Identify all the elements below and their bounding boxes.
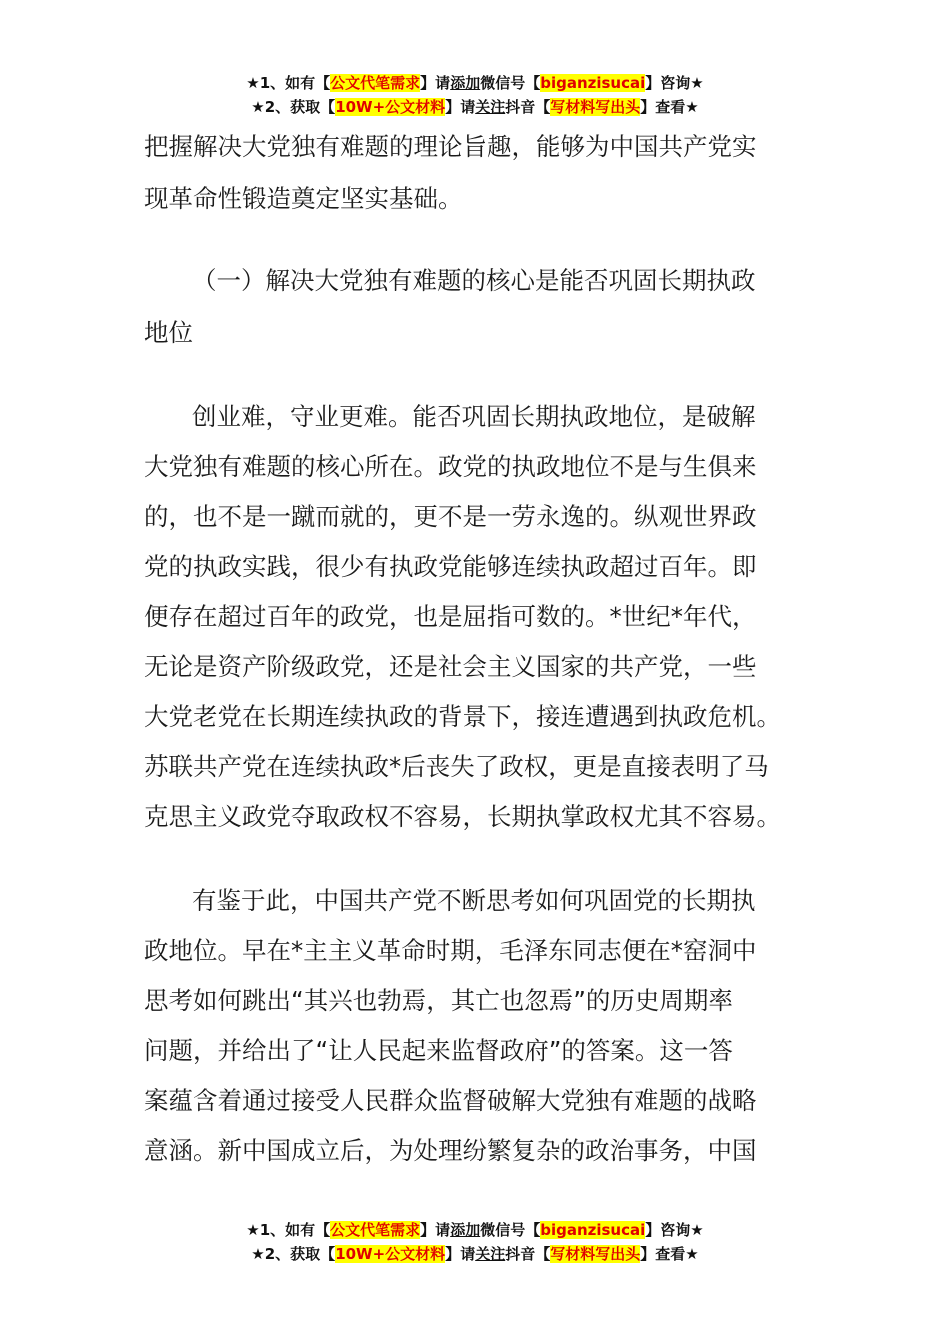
body-line: 克思主义政党夺取政权不容易，长期执掌政权尤其不容易。 <box>144 802 781 831</box>
banner-text: 】查看★ <box>640 1245 699 1263</box>
banner-highlight: 10W+公文材料 <box>335 98 446 116</box>
section-heading: （一）解决大党独有难题的核心是能否巩固长期执政 <box>192 266 756 295</box>
banner-highlight: biganzisucai <box>540 1221 646 1239</box>
banner-text: 】咨询★ <box>645 74 704 92</box>
footer-banner <box>0 1218 950 1266</box>
body-line: 问题，并给出了“让人民起来监督政府”的答案。这一答 <box>144 1036 733 1065</box>
banner-highlight: 公文代笔需求 <box>330 1221 421 1239</box>
banner-text: 】查看★ <box>640 98 699 116</box>
banner-text: 】请 <box>445 98 476 116</box>
banner-line-1 <box>0 71 950 95</box>
body-line: 政地位。早在*主主义革命时期，毛泽东同志便在*窑洞中 <box>144 936 757 965</box>
body-line: 意涵。新中国成立后，为处理纷繁复杂的政治事务，中国 <box>144 1136 757 1165</box>
banner-text: 】咨询★ <box>645 1221 704 1239</box>
banner-highlight: 写材料写出头 <box>550 98 641 116</box>
body-line: 党的执政实践，很少有执政党能够连续执政超过百年。即 <box>144 552 757 581</box>
body-line: 便存在超过百年的政党，也是屈指可数的。*世纪*年代， <box>144 602 757 631</box>
body-line: 现革命性锻造奠定坚实基础。 <box>144 184 463 213</box>
banner-text: 】请 <box>420 1221 451 1239</box>
banner-underline: 添加 <box>450 74 481 92</box>
body-line: 苏联共产党在连续执政*后丧失了政权，更是直接表明了马 <box>144 752 769 781</box>
banner-text: ★1、如有【 <box>246 74 331 92</box>
banner-underline: 关注 <box>475 98 506 116</box>
banner-line-2 <box>0 1242 950 1266</box>
banner-text: 抖音【 <box>505 98 551 116</box>
banner-highlight: 10W+公文材料 <box>335 1245 446 1263</box>
banner-text: ★2、获取【 <box>251 98 336 116</box>
body-line: 案蕴含着通过接受人民群众监督破解大党独有难题的战略 <box>144 1086 757 1115</box>
banner-highlight: 公文代笔需求 <box>330 74 421 92</box>
section-heading: 地位 <box>144 318 193 347</box>
banner-line-2 <box>0 95 950 119</box>
body-line: 有鉴于此，中国共产党不断思考如何巩固党的长期执 <box>192 886 756 915</box>
banner-text: 微信号【 <box>480 74 541 92</box>
body-line: 大党老党在长期连续执政的背景下，接连遭遇到执政危机。 <box>144 702 781 731</box>
banner-highlight: 写材料写出头 <box>550 1245 641 1263</box>
banner-underline: 添加 <box>450 1221 481 1239</box>
banner-highlight: biganzisucai <box>540 74 646 92</box>
body-line: 的，也不是一蹴而就的，更不是一劳永逸的。纵观世界政 <box>144 502 757 531</box>
banner-underline: 关注 <box>475 1245 506 1263</box>
banner-text: ★2、获取【 <box>251 1245 336 1263</box>
banner-text: 】请 <box>420 74 451 92</box>
body-line: 思考如何跳出“其兴也勃焉，其亡也忽焉”的历史周期率 <box>144 986 733 1015</box>
body-line: 把握解决大党独有难题的理论旨趣，能够为中国共产党实 <box>144 132 757 161</box>
body-line: 大党独有难题的核心所在。政党的执政地位不是与生俱来 <box>144 452 757 481</box>
banner-text: 】请 <box>445 1245 476 1263</box>
banner-line-1 <box>0 1218 950 1242</box>
body-line: 无论是资产阶级政党，还是社会主义国家的共产党，一些 <box>144 652 757 681</box>
banner-text: 抖音【 <box>505 1245 551 1263</box>
banner-text: 微信号【 <box>480 1221 541 1239</box>
header-banner <box>0 71 950 119</box>
banner-text: ★1、如有【 <box>246 1221 331 1239</box>
body-line: 创业难，守业更难。能否巩固长期执政地位，是破解 <box>192 402 756 431</box>
